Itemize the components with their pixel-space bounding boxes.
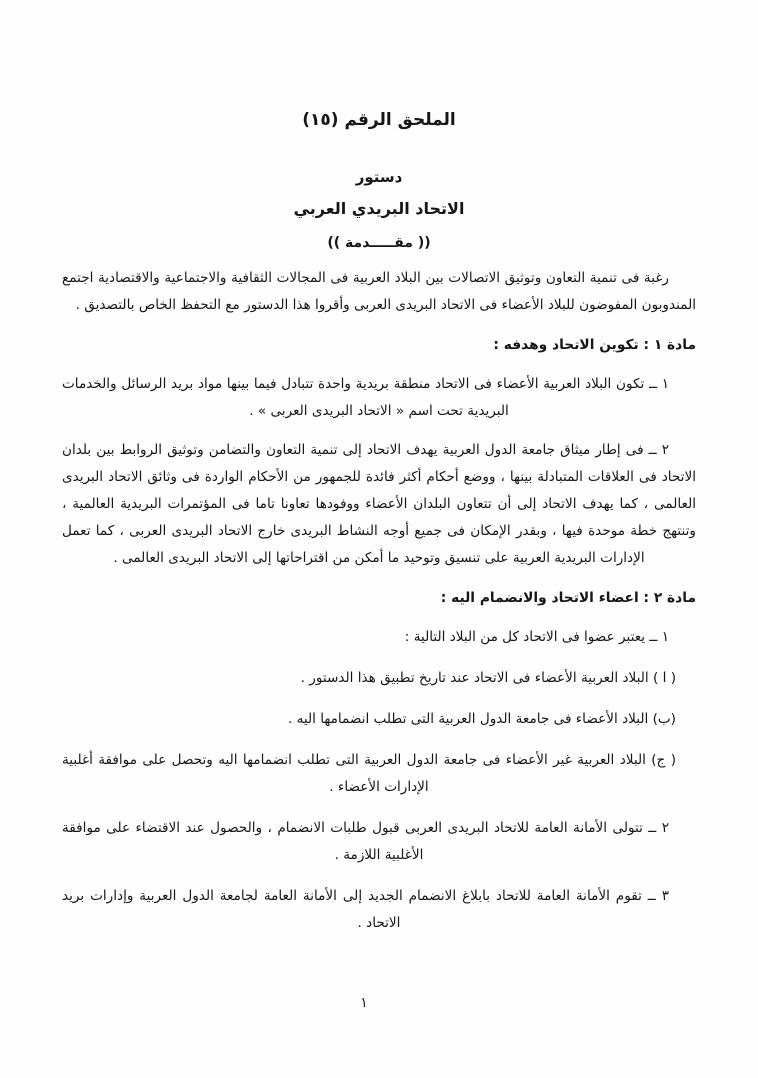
article-1-heading: مادة ١ : تكوين الاتحاد وهدفه : xyxy=(493,337,696,353)
article-2-item-a: ( ا ) البلاد العربية الأعضاء فى الاتحاد عند تاريخ تطبيق هذا الدستور . xyxy=(300,670,676,686)
article-2-paragraph-2: ٢ ــ تتولى الأمانة العامة للاتحاد البريدى العربى قبول طلبات الانضمام ، والحصول عند الاقتضاء على موافقة الأغلبية اللازمة . xyxy=(62,820,669,863)
introduction-heading: (( مقـــــدمة )) xyxy=(327,235,431,251)
document-body xyxy=(62,265,696,937)
article-2-paragraph-3: ٣ ــ تقوم الأمانة العامة للاتحاد بابلاغ الانضمام الجديد إلى الأمانة العامة لجامعة الدول العربية وإدارات بريد الاتحاد . xyxy=(62,888,669,931)
document-subtitle: الاتحاد البريدي العربي xyxy=(293,199,465,218)
article-1-paragraph-1: ١ ــ تكون البلاد العربية الأعضاء فى الاتحاد منطقة بريدية واحدة تتبادل فيما بينها مواد بريد الرسائل والخدمات البريدية تحت اسم « الاتحاد البريدى العربى » . xyxy=(62,376,669,419)
appendix-title: الملحق الرقم (١٥) xyxy=(302,110,456,130)
article-1-paragraph-2: ٢ ــ فى إطار ميثاق جامعة الدول العربية يهدف الاتحاد إلى تنمية التعاون والتضامن وتوثيق الروابط بين بلدان الاتحاد فى العلاقات المتبادلة بينها ، ووضع أحكام أكثر فائدة للجمهور من الأحكام الواردة فى وثائق الاتحاد البريدى العالمى ، كما يهدف الاتحاد إلى أن تتعاون البلدان الأعضاء ووفودها تعاونا تاما فى المؤتمرات البريدية العالمية ، وتنتهج خطة موحدة فيها ، وبقدر الإمكان فى جميع أوجه النشاط البريدى خارج الاتحاد البريدى العربى ، كما تعمل الإدارات البريدية العربية على تنسيق وتوحيد ما أمكن من اقتراحاتها إلى الاتحاد البريدى العالمى . xyxy=(62,442,696,566)
article-2-item-b: (ب) البلاد الأعضاء فى جامعة الدول العربية التى تطلب انضمامها اليه . xyxy=(287,711,676,727)
preamble-paragraph: رغبة فى تنمية التعاون وتوثيق الاتصالات بين البلاد العربية فى المجالات الثقافية والاجتماعية والاقتصادية اجتمع المندوبون المفوضون للبلاد الأعضاء فى الاتحاد البريدى العربى وأقروا هذا الدستور مع التحفظ الخاص بالتصديق . xyxy=(62,270,696,313)
article-2-item-c: ( ج) البلاد العربية غير الأعضاء فى جامعة الدول العربية التى تطلب انضمامها اليه وتحصل على موافقة أغلبية الإدارات الأعضاء . xyxy=(62,752,676,795)
document-header xyxy=(0,0,758,251)
document-title: دستور xyxy=(355,168,403,186)
article-2-paragraph-1: ١ ــ يعتبر عضوا فى الاتحاد كل من البلاد التالية : xyxy=(404,629,669,645)
article-2-heading: مادة ٢ : اعضاء الاتحاد والانضمام اليه : xyxy=(440,590,696,606)
page-number: ١ xyxy=(360,995,368,1011)
